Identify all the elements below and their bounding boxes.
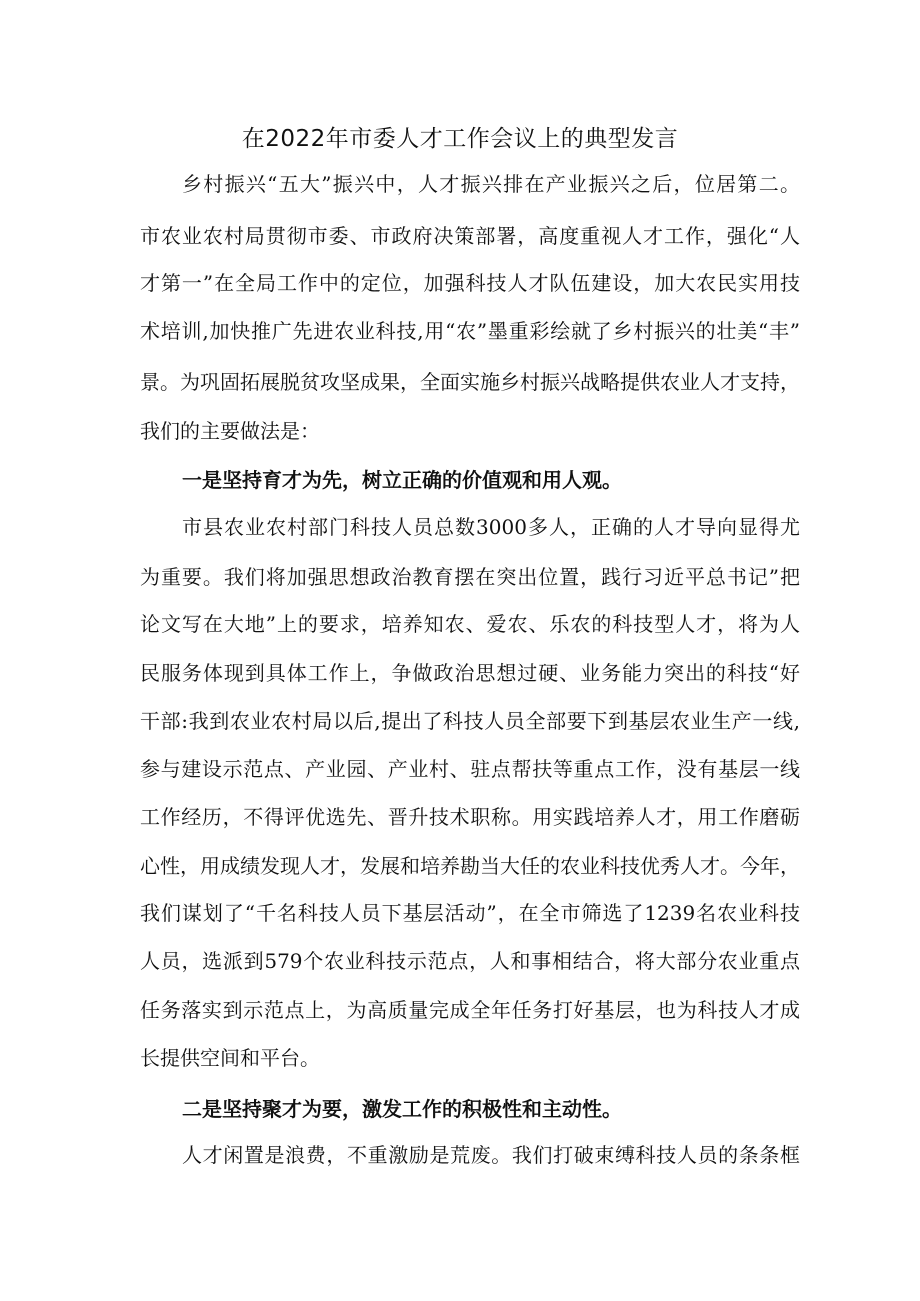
paragraph-line: 民服务体现到具体工作上，争做政治思想过硬、业务能力突出的科技“好	[140, 661, 800, 685]
paragraph-line: 工作经历，不得评优选先、晋升技术职称。用实践培养人才，用工作磨砺	[140, 805, 800, 829]
paragraph-line: 市农业农村局贯彻市委、市政府决策部署，高度重视人才工作，强化“人	[140, 224, 800, 248]
paragraph-line: 心性，用成绩发现人才，发展和培养勘当大任的农业科技优秀人才。今年，	[140, 854, 800, 878]
paragraph-line: 干部:我到农业农村局以后,提出了科技人员全部要下到基层农业生产一线,	[140, 709, 800, 733]
paragraph-line: 市县农业农村部门科技人员总数3000多人，正确的人才导向显得尤	[182, 515, 800, 539]
paragraph-line: 长提供空间和平台。	[140, 1046, 320, 1070]
paragraph-line: 我们的主要做法是：	[140, 419, 320, 443]
paragraph-line: 人员，选派到579个农业科技示范点，人和事相结合，将大部分农业重点	[140, 949, 800, 973]
paragraph-line: 人才闲置是浪费，不重激励是荒废。我们打破束缚科技人员的条条框	[182, 1143, 800, 1167]
paragraph-line: 为重要。我们将加强思想政治教育摆在突出位置，践行习近平总书记”把	[140, 565, 800, 589]
paragraph-line: 任务落实到示范点上，为高质量完成全年任务打好基层，也为科技人才成	[140, 998, 800, 1022]
paragraph-line: 参与建设示范点、产业园、产业村、驻点帮扶等重点工作，没有基层一线	[140, 757, 800, 781]
paragraph-line: 术培训,加快推广先进农业科技,用“农”墨重彩绘就了乡村振兴的壮美“丰”	[140, 319, 800, 343]
paragraph-line: 我们谋划了“千名科技人员下基层活动”，在全市筛选了1239名农业科技	[140, 901, 800, 925]
paragraph-line: 论文写在大地”上的要求，培养知农、爱农、乐农的科技型人才，将为人	[140, 612, 800, 636]
document-title: 在2022年市委人才工作会议上的典型发言	[241, 126, 679, 152]
section-heading: 一是坚持育才为先，树立正确的价值观和用人观。	[182, 468, 622, 492]
paragraph-line: 乡村振兴“五大”振兴中，人才振兴排在产业振兴之后，位居第二。	[182, 172, 800, 196]
paragraph-line: 景。为巩固拓展脱贫攻坚成果，全面实施乡村振兴战略提供农业人才支持，	[140, 370, 800, 394]
section-heading: 二是坚持聚才为要，激发工作的积极性和主动性。	[182, 1097, 622, 1121]
paragraph-line: 才第一”在全局工作中的定位，加强科技人才队伍建设，加大农民实用技	[140, 271, 800, 295]
